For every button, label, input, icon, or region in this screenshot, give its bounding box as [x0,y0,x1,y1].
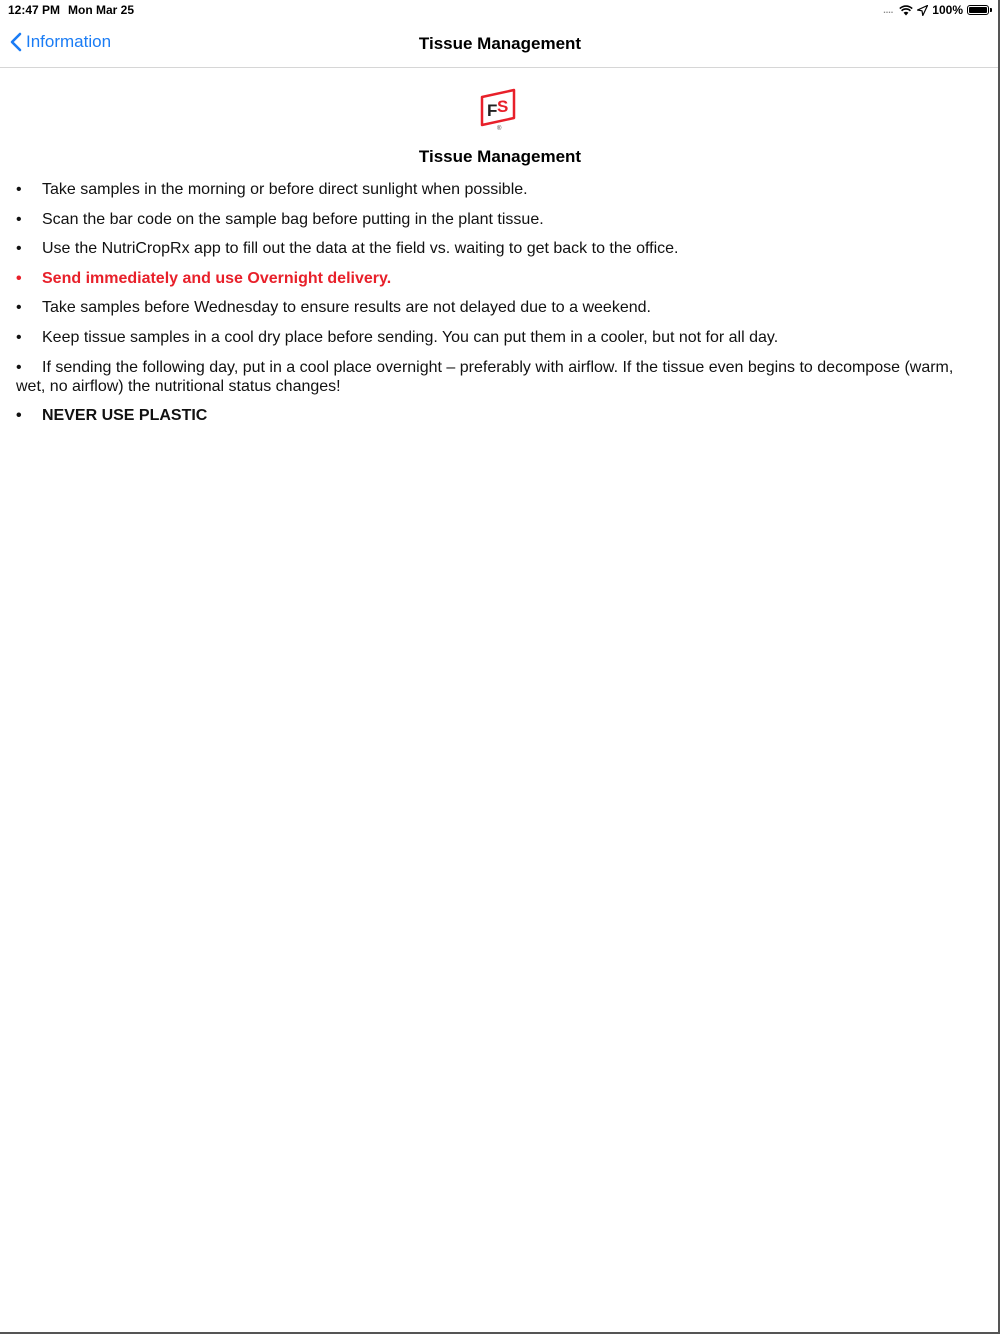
bullet-item [16,406,976,425]
logo-letter-s: S [497,97,509,116]
bullet-item [16,358,976,396]
bullet-item [16,328,976,347]
bullet-item [16,239,976,258]
status-indicators [883,2,992,18]
signal-dots-icon: .... [883,5,894,15]
logo-registered-mark: ® [497,126,502,131]
battery-body [967,5,989,15]
bullet-dot-icon: • [16,299,22,317]
bullet-text: If sending the following day, put in a cool place overnight – preferably with airflow. If the tissue even begins to decompose (warm, wet, no airflow) the nutritional status changes! [16,358,954,395]
bullet-text: Scan the bar code on the sample bag before putting in the plant tissue. [42,210,544,228]
fs-logo [476,87,520,131]
battery-cap [990,8,992,12]
bullet-list [16,180,976,436]
bullet-dot-icon: • [16,210,22,228]
battery-percent: 100% [932,3,963,17]
bullet-text: Use the NutriCropRx app to fill out the data at the field vs. waiting to get back to the office. [42,240,679,258]
bullet-text: Send immediately and use Overnight delivery. [42,269,392,287]
bullet-item [16,298,976,317]
fs-logo-icon [476,87,520,131]
bullet-text: NEVER USE PLASTIC [42,407,208,425]
bullet-text: Take samples in the morning or before direct sunlight when possible. [42,181,528,198]
wifi-icon [899,5,913,16]
bullet-text: Keep tissue samples in a cool dry place before sending. You can put them in a cooler, but not for all day. [42,328,779,346]
status-bar [0,0,1000,20]
status-date: Mon Mar 25 [68,3,135,17]
nav-title: Tissue Management [418,34,582,53]
bullet-item [16,180,976,199]
bullet-text: Take samples before Wednesday to ensure results are not delayed due to a weekend. [42,299,651,317]
location-arrow-icon [917,5,928,16]
battery-icon [967,5,992,15]
bullet-item [16,210,976,229]
bullet-item [16,269,976,288]
bullet-dot-icon: • [16,181,22,198]
battery-fill [969,7,987,13]
bullet-dot-icon: • [16,358,22,376]
back-button-label: Information [26,32,112,51]
logo-letter-f: F [487,101,498,120]
bullet-dot-icon: • [16,328,22,346]
bullet-dot-icon: • [16,407,22,425]
bullet-dot-icon: • [16,240,22,258]
navigation-bar [0,20,1000,68]
status-time: 12:47 PM [8,3,61,17]
document-title: Tissue Management [418,147,582,166]
bullet-dot-icon: • [16,269,22,287]
